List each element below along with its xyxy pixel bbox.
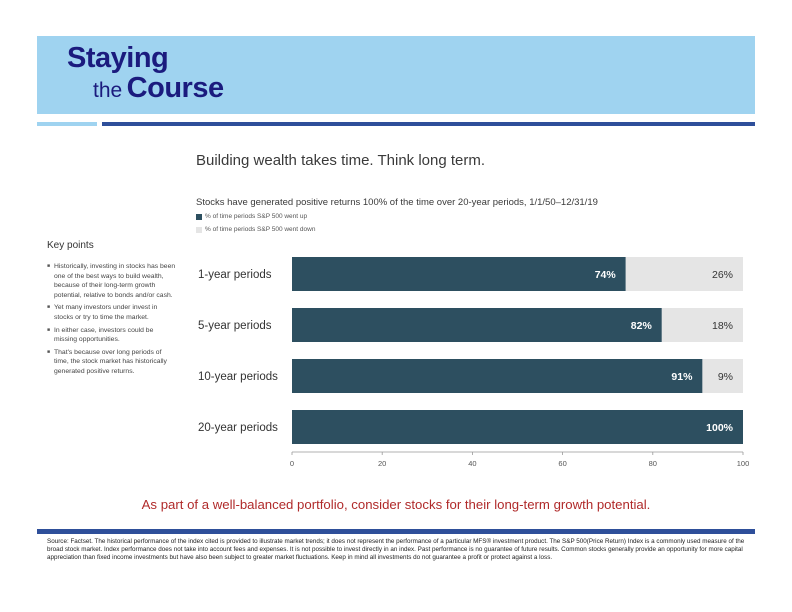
header-rule-dark (102, 122, 755, 126)
data-label-down: 18% (711, 320, 733, 332)
bar-up (292, 410, 743, 444)
key-point-item: ■ In either case, investors could be missing opportunities. (47, 326, 177, 345)
x-tick-label: 40 (468, 459, 477, 468)
source-disclaimer: Source: Factset. The historical performance of the index cited is provided to illustrate market trends; it does not represent the performance of a particular MFS® investment product. The S&P 500(Price Return) Index is a commonly used measure of the broad stock market. Index performance does not take into account fees and expenses. It is not possible to invest directly in an index. Past performance is no guarantee of future results. Common stocks generally provide an opportunity for more capital appreciation than fixed income investments but have also been subject to greater market fluctuations. Keep in mind all investments do not guarantee a profit or protect against a loss. (47, 538, 745, 562)
data-label-up: 74% (594, 269, 616, 281)
slide-title-line2 (93, 72, 224, 105)
slide-title-line1: Staying (67, 42, 169, 74)
data-label-down: 9% (717, 371, 733, 383)
legend-item-up (196, 213, 307, 220)
key-points-list (47, 262, 177, 380)
x-tick-label: 100 (736, 459, 750, 468)
legend-swatch-up (196, 214, 202, 220)
header-rule-light (37, 122, 97, 126)
data-label-down: 26% (711, 269, 733, 281)
bar-up (292, 257, 626, 291)
slide-title-big: Course (126, 72, 224, 104)
data-label-up: 100% (706, 422, 733, 434)
bar-up (292, 359, 702, 393)
legend-label-up: % of time periods S&P 500 went up (205, 213, 308, 220)
category-label: 20-year periods (198, 422, 278, 434)
key-point-item: ■ Yet many investors under invest in stocks or try to time the market. (47, 303, 177, 322)
x-tick-label: 0 (289, 459, 295, 468)
x-tick-label: 80 (648, 459, 657, 468)
chart-headline: Building wealth takes time. Think long term. (196, 152, 486, 169)
tagline: As part of a well-balanced portfolio, consider stocks for their long-term growth potential. (141, 497, 651, 512)
stacked-bar-chart (190, 245, 750, 480)
data-label-up: 91% (671, 371, 693, 383)
category-label: 10-year periods (198, 371, 278, 383)
key-point-item: ■ That's because over long periods of time, the stock market has historically generated positive returns. (47, 348, 177, 377)
legend-swatch-down (196, 227, 202, 233)
chart-title: Stocks have generated positive returns 100% of the time over 20-year periods, 1/1/50–12/31/19 (196, 197, 598, 208)
key-points-title: Key points (47, 240, 94, 251)
x-tick-label: 60 (558, 459, 567, 468)
footer-rule (37, 529, 755, 534)
data-label-up: 82% (630, 320, 652, 332)
x-tick-label: 20 (378, 459, 387, 468)
category-label: 1-year periods (198, 269, 272, 281)
key-point-item: ■ Historically, investing in stocks has been one of the best ways to build wealth, because of their long-term growth potential, relative to bonds and/or cash. (47, 262, 177, 300)
category-label: 5-year periods (198, 320, 272, 332)
legend-label-down: % of time periods S&P 500 went down (205, 226, 316, 233)
slide-title-small: the (93, 79, 123, 102)
bar-up (292, 308, 662, 342)
legend-item-down (196, 226, 315, 233)
